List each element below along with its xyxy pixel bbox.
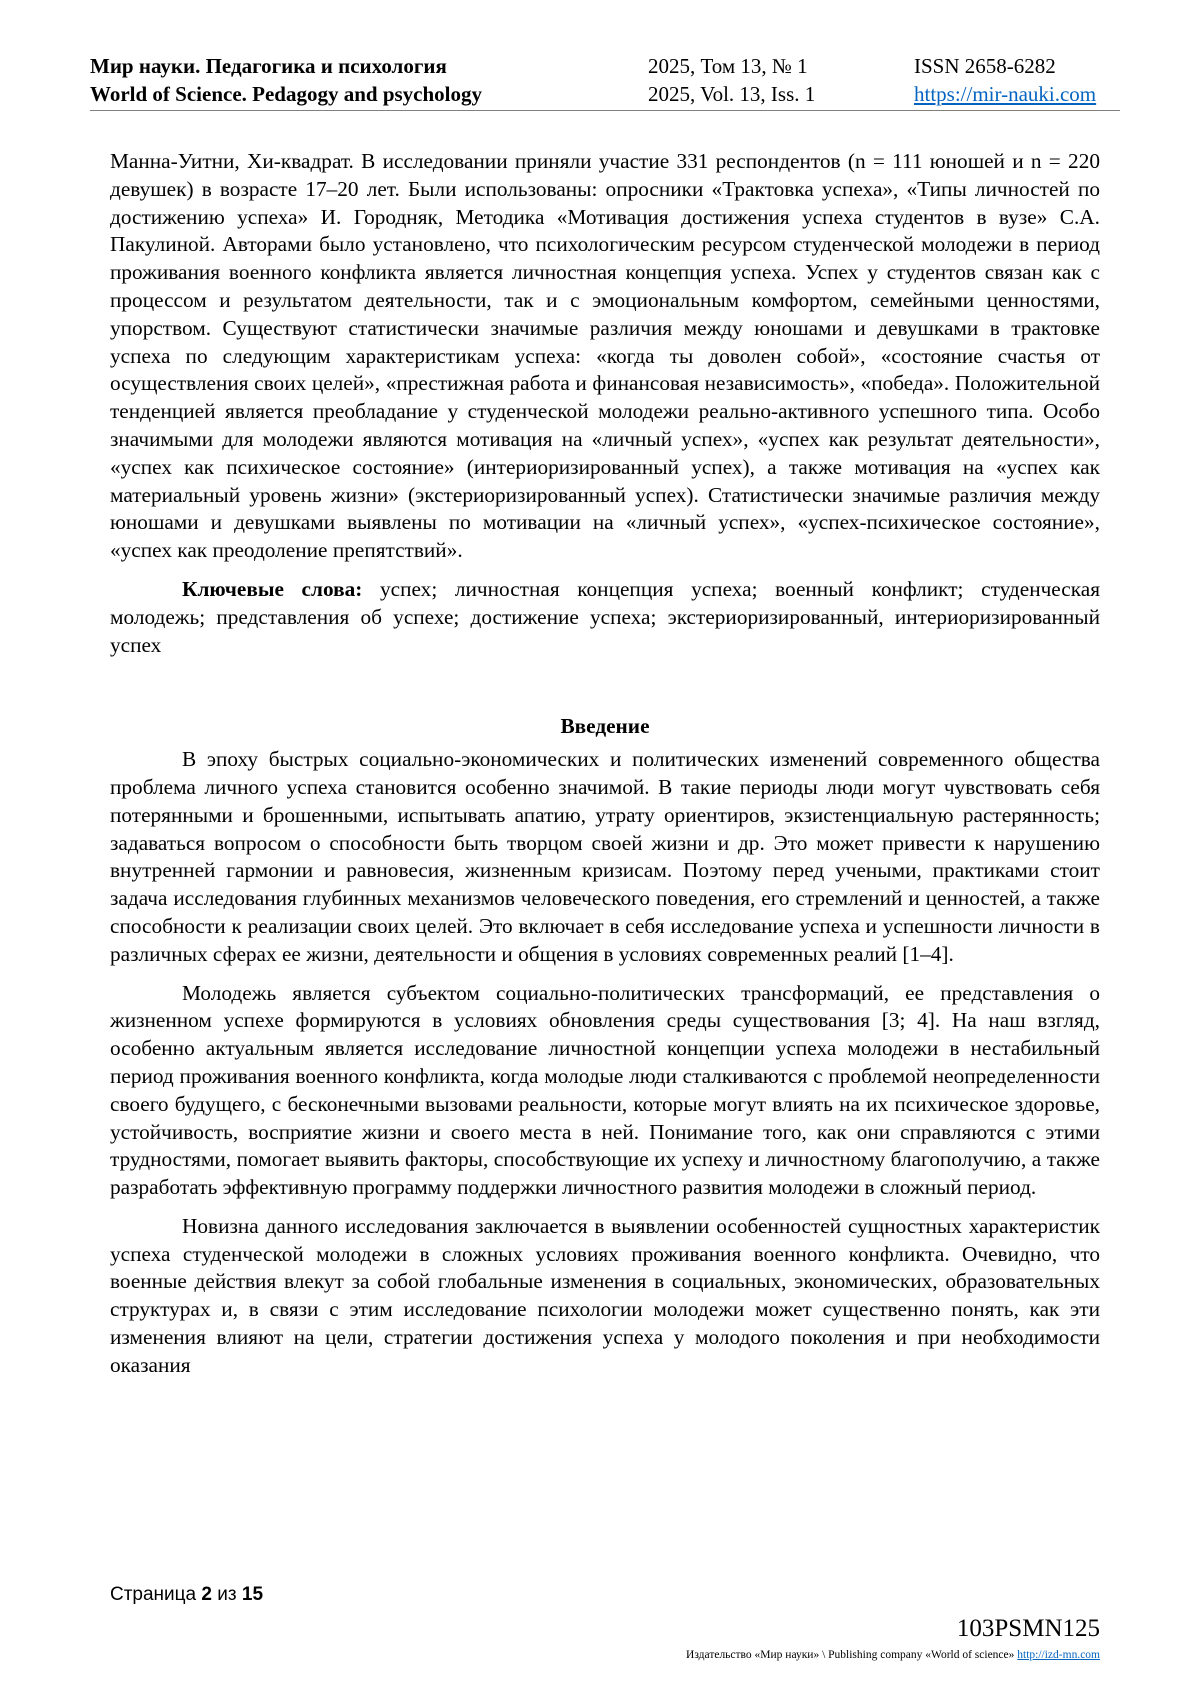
journal-site-link[interactable]: https://mir-nauki.com bbox=[914, 82, 1097, 106]
page-number bbox=[110, 1583, 263, 1607]
page-current: 2 bbox=[201, 1584, 212, 1605]
journal-title bbox=[90, 52, 482, 108]
journal-title-ru: Мир науки. Педагогика и психология bbox=[90, 54, 447, 78]
publisher-link[interactable]: http://izd-mn.com bbox=[1017, 1649, 1100, 1661]
body-paragraph-3: Новизна данного исследования заключается в выявлении особенностей сущностных характеристик успеха студенческой молодежи в сложных условиях проживания военного конфликта. Очевидно, что военные действия влекут за собой глобальные изменения в социальных, экономических, образовательных структурах и, в связи с этим исследование психологии молодежи может существенно понять, как эти изменения влияют на цели, стратегии достижения успеха у молодого поколения и при необходимости оказания bbox=[110, 1213, 1100, 1377]
publisher-line bbox=[686, 1648, 1100, 1663]
page-header bbox=[90, 52, 1120, 111]
keywords-paragraph bbox=[110, 576, 1100, 659]
issue-info-en: 2025, Vol. 13, Iss. 1 bbox=[648, 82, 816, 106]
publisher-text: Издательство «Мир науки» \ Publishing company «World of science» bbox=[686, 1649, 1015, 1661]
abstract-text: Манна-Уитни, Хи-квадрат. В исследовании приняли участие 331 респондентов (n = 111 юношей и n = 220 девушек) в возрасте 17–20 лет. Были использованы: опросники «Трактовка успеха», «Типы личностей по достижению успеха» И. Городняк, Методика «Мотивация достижения успеха студентов в вузе» С.А. Пакулиной. Авторами было установлено, что психологическим ресурсом студенческой молодежи в период проживания военного конфликта является личностная концепция успеха. Успех у студентов связан как с процессом и результатом деятельности, так и с эмоциональным комфортом, семейными ценностями, упорством. Существуют статистически значимые различия между юношами и девушками в трактовке успеха по следующим характеристикам успеха: «когда ты доволен собой», «состояние счастья от осуществления своих целей», «престижная работа и финансовая независимость», «победа». Положительной тенденцией является преобладание у студенческой молодежи реально-активного успешного типа. Особо значимыми для молодежи являются мотивация на «личный успех», «успех как результат деятельности», «успех как психическое состояние» (интериоризированный успех), а также мотивация на «успех как материальный уровень жизни» (экстериоризированный успех). Статистически значимые различия между юношами и девушками выявлены по мотивации на «личный успех», «успех-психическое состояние», «успех как преодоление препятствий». bbox=[110, 149, 1100, 563]
keywords-text: успех; личностная концепция успеха; военный конфликт; студенческая молодежь; представления об успехе; достижение успеха; экстериоризированный, интериоризированный успех bbox=[110, 576, 1101, 657]
page-of: из bbox=[217, 1584, 237, 1605]
body-paragraph-2: Молодежь является субъектом социально-политических трансформаций, ее представления о жизненном успехе формируются в условиях обновления среды существования [3; 4]. На наш взгляд, особенно актуальным является исследование личностной концепции успеха молодежи в нестабильный период проживания военного конфликта, когда молодые люди сталкиваются с проблемой неопределенности своего будущего, с бесконечными вызовами реальности, которые могут влиять на их психическое здоровье, устойчивость, восприятие жизни и своего места в ней. Понимание того, как они справляются с этими трудностями, помогает выявить факторы, способствующие их успеху и личностному благополучию, а также разработать эффективную программу поддержки личностного развития молодежи в сложный период. bbox=[110, 980, 1100, 1200]
article-body bbox=[110, 148, 1100, 1391]
page-total: 15 bbox=[241, 1584, 264, 1605]
issue-info-ru: 2025, Том 13, № 1 bbox=[648, 54, 808, 78]
keywords-label: Ключевые слова: bbox=[182, 576, 363, 601]
body-paragraph-1: В эпоху быстрых социально-экономических и политических изменений современного общества проблема личного успеха становится особенно значимой. В такие периоды люди могут чувствовать себя потерянными и брошенными, испытывать апатию, утрату ориентиров, экзистенциальную растерянность; задаваться вопросом о способности быть творцом своей жизни и др. Это может привести к нарушению внутренней гармонии и равновесия, жизненным кризисам. Поэтому перед учеными, практиками стоит задача исследования глубинных механизмов человеческого поведения, его стремлений и ценностей, а также способности к реализации своих целей. Это включает в себя исследование успеха и успешности личности в различных сферах ее жизни, деятельности и общения в условиях современных реалий [1–4]. bbox=[110, 747, 1100, 966]
issn-number: ISSN 2658-6282 bbox=[914, 54, 1056, 78]
issn-block bbox=[914, 52, 1096, 108]
page-label: Страница bbox=[110, 1584, 197, 1605]
section-heading: Введение bbox=[560, 714, 650, 739]
article-id: 103PSMN125 bbox=[956, 1615, 1100, 1642]
journal-title-en: World of Science. Pedagogy and psychology bbox=[90, 82, 483, 106]
issue-info bbox=[648, 52, 815, 108]
